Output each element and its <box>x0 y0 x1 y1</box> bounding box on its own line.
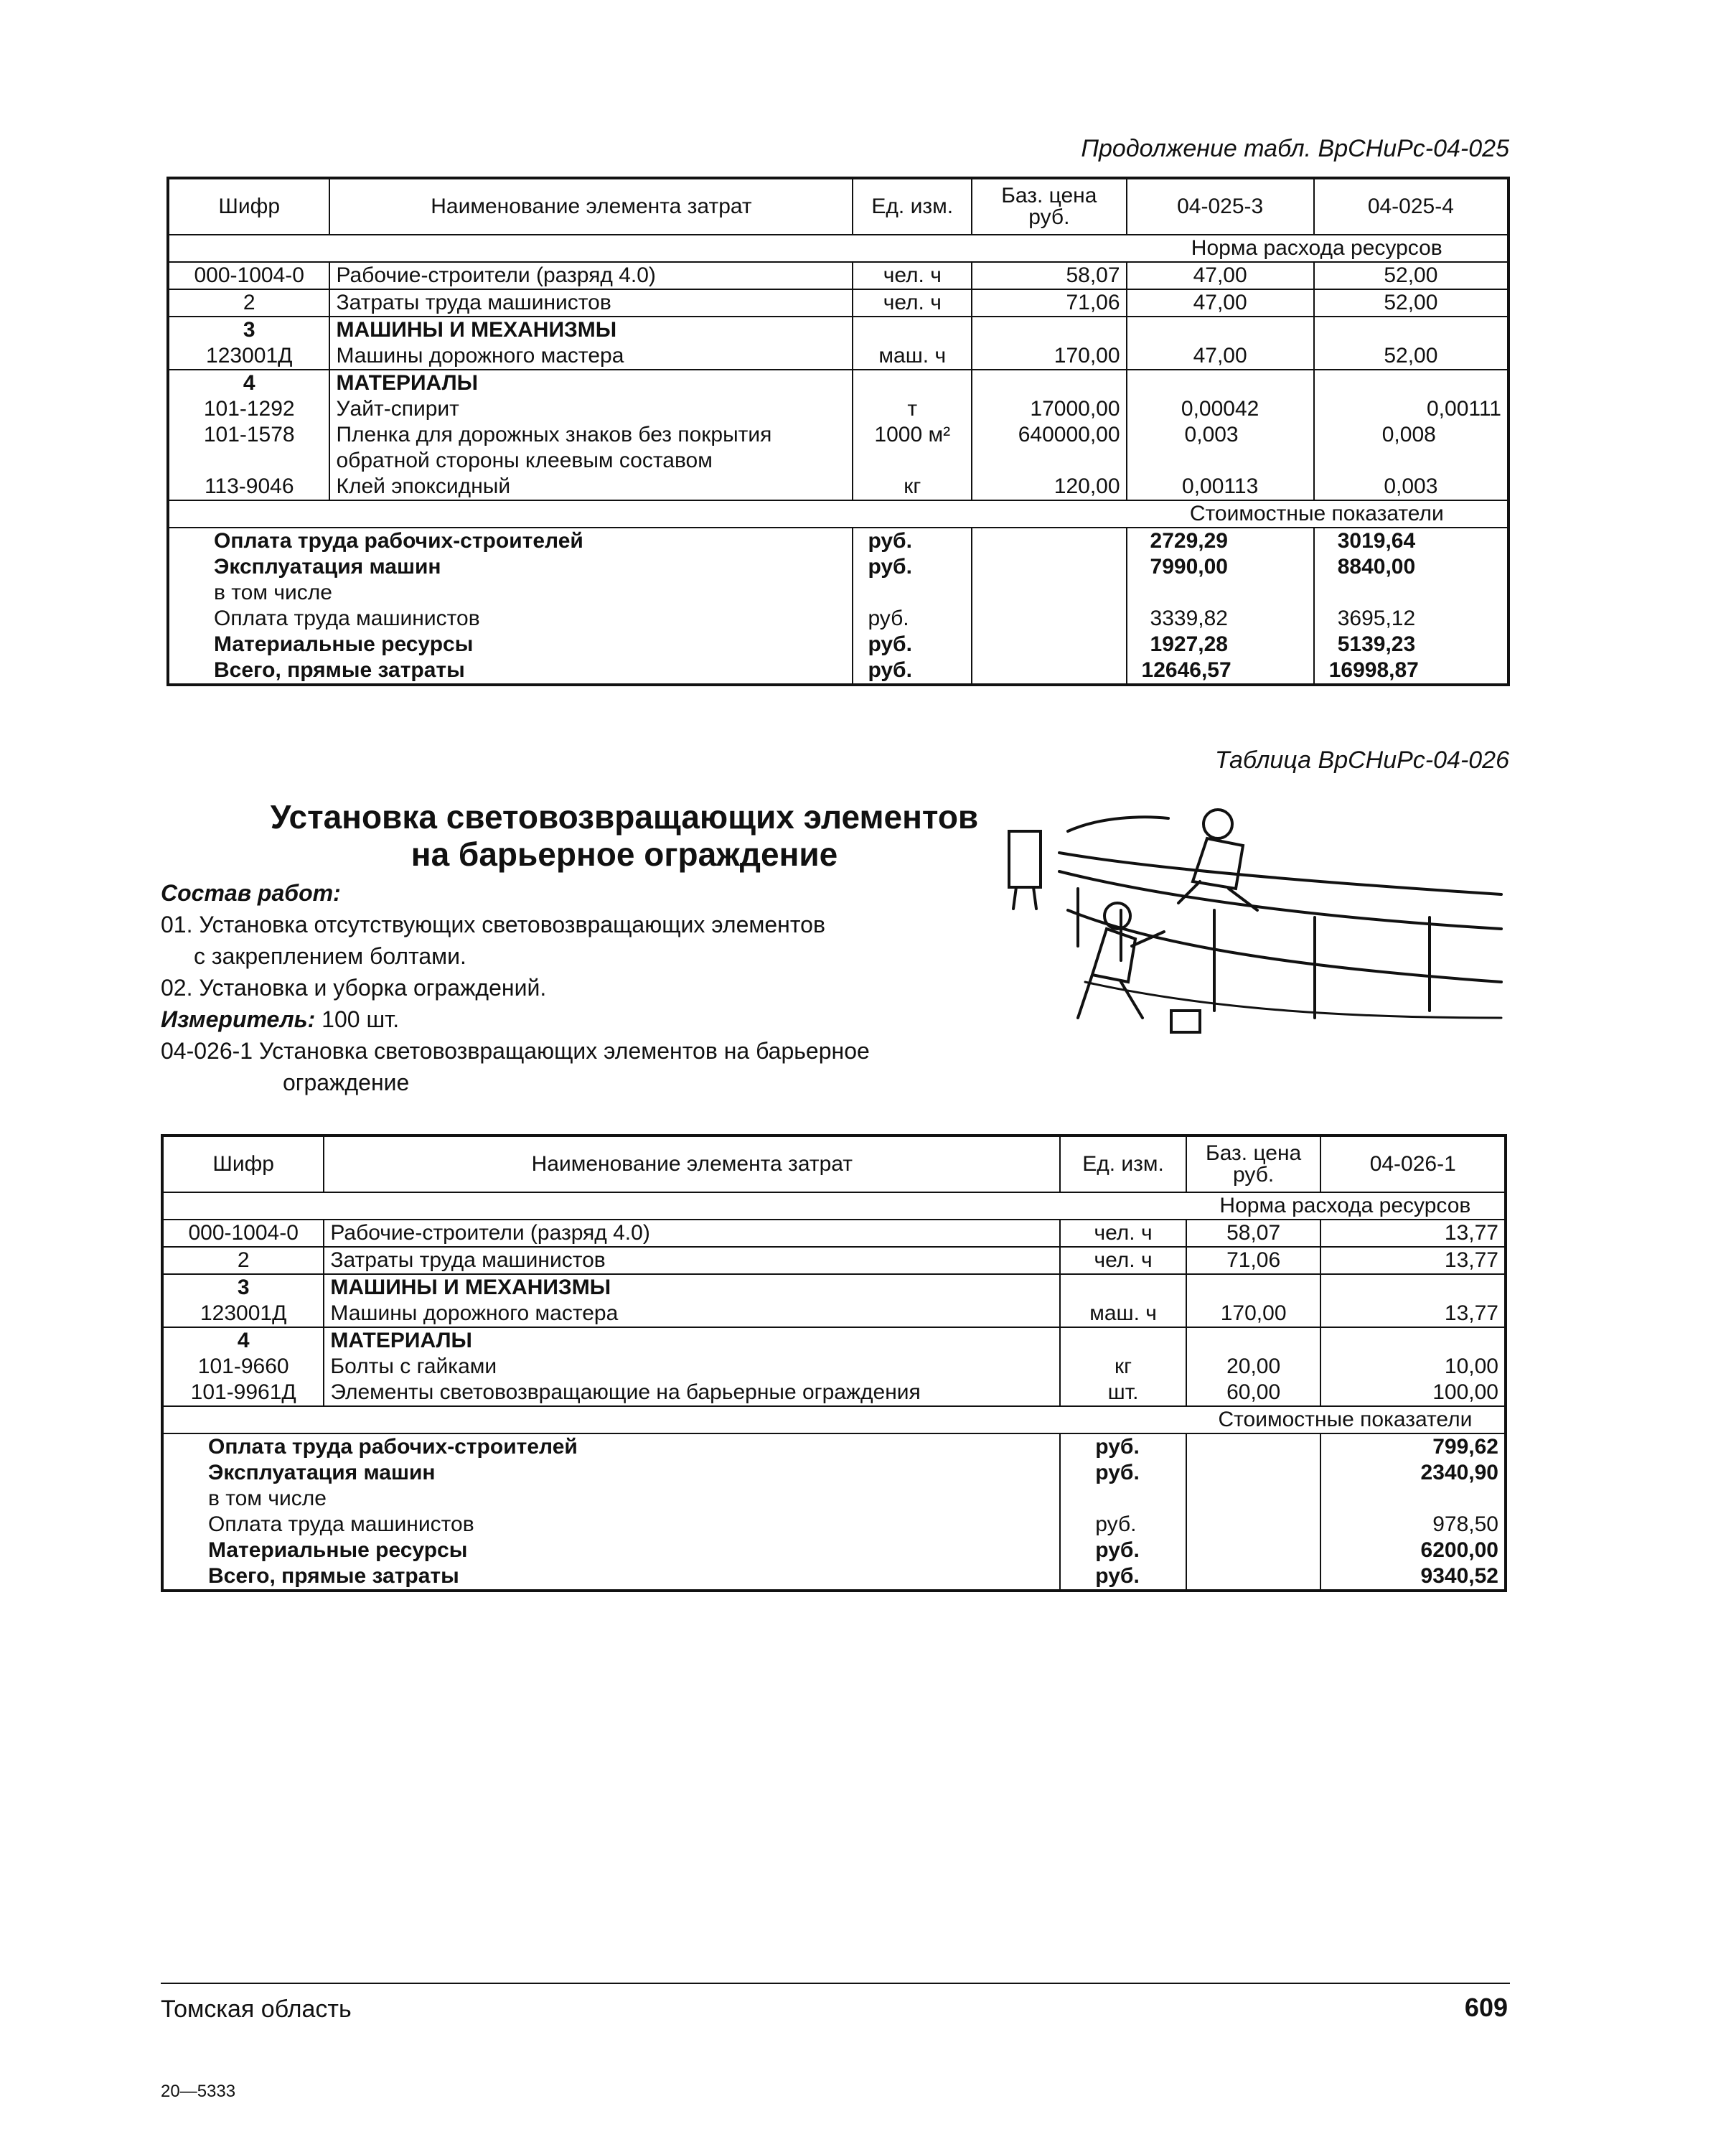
footer-divider <box>161 1983 1510 1984</box>
row-unit: кг <box>1060 1354 1186 1380</box>
cost-value-1: 2729,29 <box>1127 528 1314 554</box>
header-col-1: 04-025-3 <box>1127 178 1314 235</box>
row-name: Клей эпоксидный <box>329 474 853 500</box>
cost-row <box>162 1538 1506 1563</box>
header-col-2: 04-025-4 <box>1314 178 1509 235</box>
meter-value: 100 шт. <box>322 1006 400 1032</box>
row-value-1: 13,77 <box>1320 1301 1506 1327</box>
cost-value-2: 16998,87 <box>1314 658 1509 685</box>
item-text: Установка световозвращающих элементов на барьерное <box>258 1038 870 1064</box>
header-name: Наименование элемента затрат <box>329 178 853 235</box>
table-row <box>162 1380 1506 1406</box>
works-label: Состав работ: <box>161 880 341 906</box>
work-item-text: Установка отсутствующих световозвращающих элементов <box>199 912 825 937</box>
cost-row <box>162 1460 1506 1486</box>
row-name: Пленка для дорожных знаков без покрытия <box>329 422 853 448</box>
row-code: 101-9961Д <box>190 1380 296 1404</box>
cost-unit: руб. <box>1060 1460 1186 1486</box>
row-code: 2 <box>162 1247 324 1274</box>
cost-row <box>168 658 1509 685</box>
row-price: 640000,00 <box>972 422 1126 448</box>
row-unit: кг <box>853 474 972 500</box>
row-price: 71,06 <box>1186 1247 1321 1274</box>
row-price: 20,00 <box>1186 1354 1321 1380</box>
table-row <box>168 422 1509 448</box>
cost-row <box>168 632 1509 658</box>
row-price: 120,00 <box>972 474 1126 500</box>
section-title-line-2: на барьерное ограждение <box>410 836 838 873</box>
row-value-2: 52,00 <box>1314 262 1509 289</box>
header-code: Шифр <box>162 1136 324 1192</box>
section-title <box>215 798 1033 873</box>
table2-caption: Таблица ВрСНиРс-04-026 <box>1214 747 1509 774</box>
row-code: 3 <box>162 1274 324 1301</box>
row-value-1: 13,77 <box>1320 1247 1506 1274</box>
row-name: Уайт-спирит <box>329 396 853 422</box>
cost-value-2: 3695,12 <box>1314 606 1509 632</box>
table-row <box>168 370 1509 396</box>
cost-value-2: 8840,00 <box>1314 554 1509 580</box>
cost-row <box>168 580 1509 606</box>
section-title-line-1: Установка световозвращающих элементов <box>270 798 979 836</box>
cost-value-1: 12646,57 <box>1127 658 1314 685</box>
meter-label: Измеритель: <box>161 1006 316 1032</box>
row-value-2: 52,00 <box>1314 289 1509 317</box>
section-cost-label: Стоимостные показатели <box>1127 500 1509 528</box>
cost-row <box>168 606 1509 632</box>
row-name: Машины дорожного мастера <box>324 1301 1060 1327</box>
row-code: 3 <box>168 317 329 343</box>
print-code: 20—5333 <box>161 2082 236 2101</box>
row-value-2: 0,008 <box>1314 422 1509 448</box>
work-item <box>161 909 1022 940</box>
row-code: 4 <box>162 1327 324 1354</box>
row-code: 4 <box>168 370 329 396</box>
cost-name: Всего, прямые затраты <box>214 658 465 682</box>
road-sign-shape <box>1009 831 1041 887</box>
cost-name: Всего, прямые затраты <box>208 1564 459 1588</box>
cost-row <box>162 1512 1506 1538</box>
table-row <box>162 1220 1506 1247</box>
row-value-2: 52,00 <box>1314 343 1509 370</box>
header-col-1: 04-026-1 <box>1320 1136 1506 1192</box>
row-code: 113-9046 <box>204 474 294 498</box>
section-norm-label: Норма расхода ресурсов <box>1127 235 1509 262</box>
row-value-1: 47,00 <box>1127 262 1314 289</box>
cost-unit: руб. <box>853 528 972 554</box>
work-item-text: Установка и уборка ограждений. <box>199 975 547 1001</box>
cost-unit: руб. <box>853 658 972 685</box>
row-unit: чел. ч <box>1060 1220 1186 1247</box>
row-name: МАТЕРИАЛЫ <box>324 1327 1060 1354</box>
row-name: Затраты труда машинистов <box>324 1247 1060 1274</box>
row-unit: чел. ч <box>1060 1247 1186 1274</box>
row-value-1: 13,77 <box>1320 1220 1506 1247</box>
row-code: 123001Д <box>200 1301 287 1325</box>
table-row-continuation <box>168 448 1509 474</box>
row-code: 000-1004-0 <box>162 1220 324 1247</box>
row-name: Затраты труда машинистов <box>329 289 853 317</box>
row-code: 2 <box>168 289 329 317</box>
row-value-1: 0,00042 <box>1127 396 1314 422</box>
section-norm-label: Норма расхода ресурсов <box>1186 1192 1506 1220</box>
row-name-continuation: обратной стороны клеевым составом <box>329 448 853 474</box>
meter-line <box>161 1004 1022 1035</box>
workers-illustration <box>999 803 1516 1054</box>
table-row <box>162 1327 1506 1354</box>
row-value-1: 10,00 <box>1320 1354 1506 1380</box>
table-row <box>168 289 1509 317</box>
table-row <box>162 1354 1506 1380</box>
cost-unit: руб. <box>1060 1433 1186 1460</box>
work-item-number: 01. <box>161 912 193 937</box>
cost-name: Оплата труда рабочих-строителей <box>162 1433 1060 1460</box>
cost-name: Оплата труда рабочих-строителей <box>168 528 853 554</box>
cost-unit: руб. <box>853 632 972 658</box>
row-unit: маш. ч <box>1060 1301 1186 1327</box>
cost-name: Эксплуатация машин <box>208 1461 436 1484</box>
table-row <box>162 1274 1506 1301</box>
cost-name: Материальные ресурсы <box>208 1538 468 1562</box>
table-header-row <box>168 178 1509 235</box>
row-price: 58,07 <box>1186 1220 1321 1247</box>
cost-unit: руб. <box>1060 1538 1186 1563</box>
item-line <box>161 1035 1022 1067</box>
row-value-1: 47,00 <box>1127 343 1314 370</box>
row-unit: 1000 м² <box>853 422 972 448</box>
cost-row <box>168 554 1509 580</box>
item-code: 04-026-1 <box>161 1038 253 1064</box>
row-name: Рабочие-строители (разряд 4.0) <box>324 1220 1060 1247</box>
header-unit: Ед. изм. <box>853 178 972 235</box>
table-row <box>162 1247 1506 1274</box>
row-value-1: 100,00 <box>1320 1380 1506 1406</box>
cost-row <box>162 1433 1506 1460</box>
row-name: Рабочие-строители (разряд 4.0) <box>329 262 853 289</box>
table-row <box>168 317 1509 343</box>
page-number: 609 <box>1464 1993 1508 2022</box>
cost-name: Оплата труда машинистов <box>214 607 480 630</box>
row-value-1: 0,00113 <box>1127 474 1314 500</box>
cost-name: Материальные ресурсы <box>214 632 474 656</box>
cost-value-1: 6200,00 <box>1320 1538 1506 1563</box>
item-text-continuation: ограждение <box>283 1070 410 1095</box>
section-row <box>168 235 1509 262</box>
footer-region: Томская область <box>161 1996 352 2023</box>
cost-unit: руб. <box>1060 1512 1186 1538</box>
cost-value-1: 978,50 <box>1320 1512 1506 1538</box>
row-price: 60,00 <box>1186 1380 1321 1406</box>
cost-name: в том числе <box>208 1487 327 1510</box>
row-price: 17000,00 <box>972 396 1126 422</box>
header-base-price: Баз. цена руб. <box>972 178 1126 235</box>
row-value-1: 47,00 <box>1127 289 1314 317</box>
row-name: МАШИНЫ И МЕХАНИЗМЫ <box>324 1274 1060 1301</box>
table-row <box>168 343 1509 370</box>
row-unit: т <box>853 396 972 422</box>
table-row <box>168 474 1509 500</box>
cost-value-1: 799,62 <box>1320 1433 1506 1460</box>
row-value-1: 0,003 <box>1127 422 1314 448</box>
row-code: 101-1292 <box>203 397 295 421</box>
cost-table-04-025 <box>166 177 1510 686</box>
cost-value-2: 3019,64 <box>1314 528 1509 554</box>
table-row <box>168 396 1509 422</box>
header-unit: Ед. изм. <box>1060 1136 1186 1192</box>
row-price: 170,00 <box>1186 1301 1321 1327</box>
section-cost-label: Стоимостные показатели <box>1186 1406 1506 1433</box>
section-row <box>168 500 1509 528</box>
row-name: Болты с гайками <box>324 1354 1060 1380</box>
header-name: Наименование элемента затрат <box>324 1136 1060 1192</box>
row-code: 000-1004-0 <box>168 262 329 289</box>
table1-caption: Продолжение табл. ВрСНиРс-04-025 <box>1081 135 1509 162</box>
row-price: 58,07 <box>972 262 1126 289</box>
cost-row <box>168 528 1509 554</box>
cost-name: Оплата труда машинистов <box>208 1512 474 1536</box>
section-row <box>162 1192 1506 1220</box>
row-code: 123001Д <box>206 344 293 368</box>
table-row <box>168 262 1509 289</box>
cost-value-1: 1927,28 <box>1127 632 1314 658</box>
header-code: Шифр <box>168 178 329 235</box>
row-name: Машины дорожного мастера <box>329 343 853 370</box>
row-name: МАШИНЫ И МЕХАНИЗМЫ <box>329 317 853 343</box>
work-item-continuation: с закреплением болтами. <box>194 943 466 969</box>
row-value-2: 0,003 <box>1314 474 1509 500</box>
cost-value-1: 7990,00 <box>1127 554 1314 580</box>
cost-name: Эксплуатация машин <box>214 555 441 579</box>
work-item-number: 02. <box>161 975 193 1001</box>
cost-value-2: 5139,23 <box>1314 632 1509 658</box>
row-code: 101-9660 <box>197 1355 289 1378</box>
row-name: Элементы световозвращающие на барьерные ограждения <box>324 1380 1060 1406</box>
cost-unit: руб. <box>1060 1563 1186 1591</box>
cost-unit: руб. <box>853 606 972 632</box>
row-unit: шт. <box>1060 1380 1186 1406</box>
section-row <box>162 1406 1506 1433</box>
table-header-row <box>162 1136 1506 1192</box>
header-base-price: Баз. цена руб. <box>1186 1136 1321 1192</box>
row-value-2: 0,00111 <box>1314 396 1509 422</box>
table-row <box>162 1301 1506 1327</box>
row-price: 71,06 <box>972 289 1126 317</box>
cost-row <box>162 1563 1506 1591</box>
row-unit: чел. ч <box>853 262 972 289</box>
cost-name: в том числе <box>214 581 332 604</box>
cost-row <box>162 1486 1506 1512</box>
work-item <box>161 972 1022 1004</box>
row-code: 101-1578 <box>203 423 295 446</box>
cost-value-1: 3339,82 <box>1127 606 1314 632</box>
row-unit: чел. ч <box>853 289 972 317</box>
works-block <box>161 877 1022 1098</box>
row-price: 170,00 <box>972 343 1126 370</box>
cost-value-1: 9340,52 <box>1320 1563 1506 1591</box>
cost-unit: руб. <box>853 554 972 580</box>
cost-value-1: 2340,90 <box>1320 1460 1506 1486</box>
row-unit: маш. ч <box>853 343 972 370</box>
cost-table-04-026 <box>161 1134 1507 1592</box>
row-name: МАТЕРИАЛЫ <box>329 370 853 396</box>
